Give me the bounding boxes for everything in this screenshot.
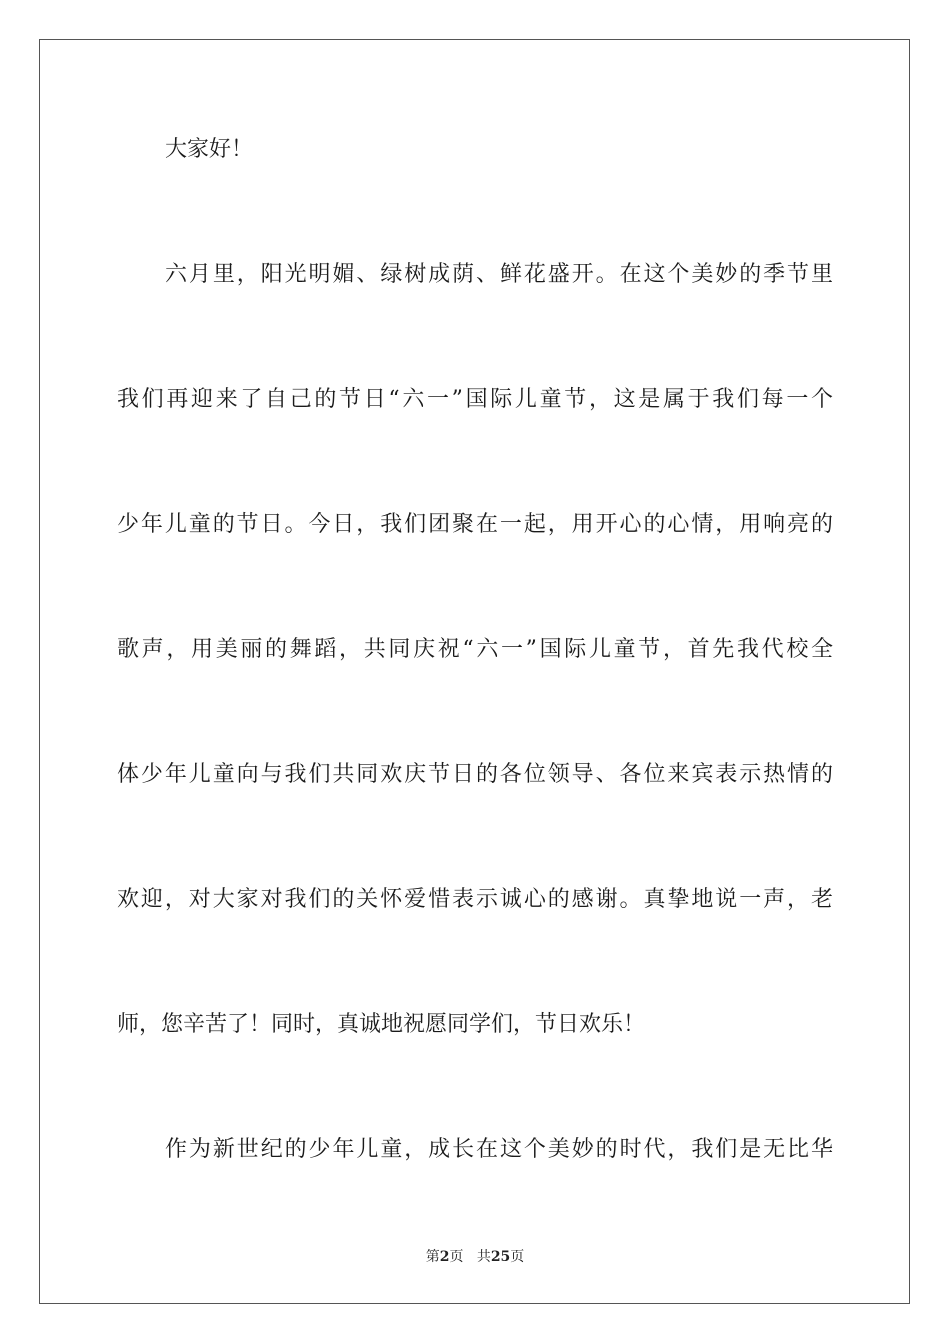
paragraph-1-line-2: 我们再迎来了自己的节日“六一”国际儿童节，这是属于我们每一个	[117, 387, 833, 412]
paragraph-1-line-6: 欢迎，对大家对我们的关怀爱惜表示诚心的感谢。真挚地说一声，老	[117, 887, 833, 912]
total-suffix: 页	[510, 1249, 525, 1265]
page-border	[39, 39, 910, 1304]
page-prefix: 第	[425, 1249, 440, 1265]
paragraph-1-line-4: 歌声，用美丽的舞蹈，共同庆祝“六一”国际儿童节，首先我代校全	[117, 637, 833, 662]
greeting-line: 大家好！	[165, 137, 254, 162]
total-prefix: 共	[476, 1249, 491, 1265]
page-footer	[0, 1247, 950, 1267]
paragraph-1-line-1: 六月里，阳光明媚、绿树成荫、鲜花盛开。在这个美妙的季节里	[165, 262, 833, 287]
paragraph-1-line-5: 体少年儿童向与我们共同欢庆节日的各位领导、各位来宾表示热情的	[117, 762, 833, 787]
total-pages: 25	[490, 1249, 511, 1265]
paragraph-1-line-3: 少年儿童的节日。今日，我们团聚在一起，用开心的心情，用响亮的	[117, 512, 833, 537]
page-number: 2	[439, 1249, 450, 1265]
paragraph-1-line-7: 师，您辛苦了！同时，真诚地祝愿同学们，节日欢乐！	[117, 1012, 646, 1037]
paragraph-2-line-1: 作为新世纪的少年儿童，成长在这个美妙的时代，我们是无比华	[165, 1137, 833, 1162]
page-suffix: 页	[449, 1249, 464, 1265]
